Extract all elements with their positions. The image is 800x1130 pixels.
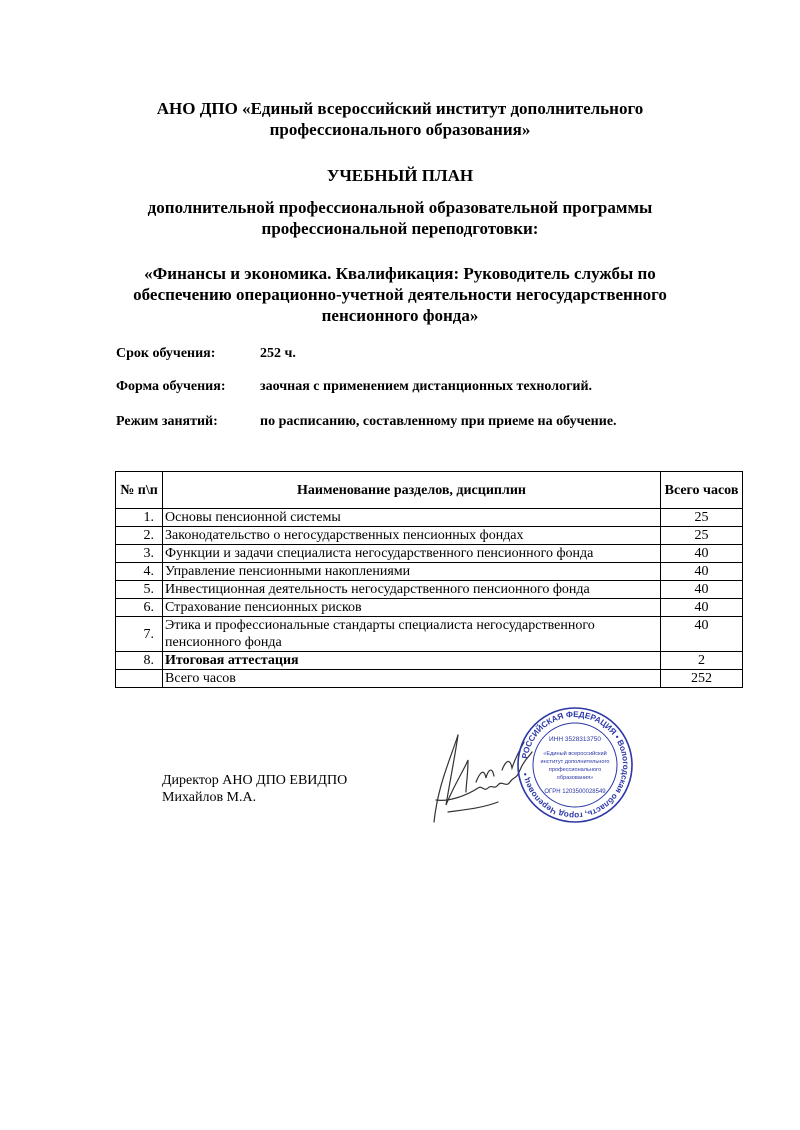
duration-label: Срок обучения: [116, 346, 216, 361]
subtitle-line: дополнительной профессиональной образовательной программы [147, 198, 653, 217]
table-row [116, 599, 743, 617]
row-number: 4. [116, 563, 163, 581]
row-name: Основы пенсионной системы [163, 509, 661, 527]
table-row [116, 509, 743, 527]
row-name: Функции и задачи специалиста негосударственного пенсионного фонда [163, 545, 661, 563]
row-hours: 40 [661, 581, 743, 599]
column-header-number: № п\п [116, 472, 163, 509]
stamp-org-line: образования» [556, 775, 594, 781]
row-number: 5. [116, 581, 163, 599]
form-value: заочная с применением дистанционных технологий. [260, 379, 593, 394]
stamp-org-line: институт дополнительного [540, 759, 610, 765]
row-hours: 25 [661, 509, 743, 527]
organization-title-line: АНО ДПО «Единый всероссийский институт дополнительного [156, 99, 644, 118]
row-name: Итоговая аттестация [163, 652, 661, 670]
table-header-row [116, 472, 743, 509]
row-number: 7. [116, 617, 163, 652]
total-value: 252 [661, 670, 743, 688]
row-hours: 2 [661, 652, 743, 670]
total-label: Всего часов [163, 670, 661, 688]
row-number: 2. [116, 527, 163, 545]
row-number: 1. [116, 509, 163, 527]
column-header-name: Наименование разделов, дисциплин [163, 472, 661, 509]
form-label: Форма обучения: [116, 379, 226, 394]
mode-value: по расписанию, составленному при приеме на обучение. [260, 414, 617, 429]
signatory-name: Михайлов М.А. [162, 790, 257, 805]
program-name-line: «Финансы и экономика. Квалификация: Руководитель службы по [144, 264, 656, 283]
program-name [0, 263, 800, 326]
duration-value: 252 ч. [260, 346, 296, 361]
row-name: Управление пенсионными накоплениями [163, 563, 661, 581]
row-number: 3. [116, 545, 163, 563]
row-name: Инвестиционная деятельность негосударственного пенсионного фонда [163, 581, 661, 599]
row-number: 8. [116, 652, 163, 670]
row-name: Страхование пенсионных рисков [163, 599, 661, 617]
document-title: УЧЕБНЫЙ ПЛАН [326, 166, 474, 185]
document-subtitle [0, 197, 800, 239]
column-header-hours: Всего часов [661, 472, 743, 509]
table-row [116, 545, 743, 563]
stamp-org-line: профессионального [548, 767, 602, 773]
row-hours: 40 [661, 545, 743, 563]
row-hours: 40 [661, 617, 743, 652]
table-row [116, 563, 743, 581]
program-name-line: обеспечению операционно-учетной деятельности негосударственного [133, 285, 667, 304]
subtitle-line: профессиональной переподготовки: [261, 219, 539, 238]
row-name: Законодательство о негосударственных пенсионных фондах [163, 527, 661, 545]
table-row [116, 617, 743, 652]
stamp-ring-text: РОССИЙСКАЯ ФЕДЕРАЦИЯ • Вологодская область, город Череповец • [520, 709, 631, 821]
organization-stamp [515, 705, 635, 825]
row-hours: 40 [661, 563, 743, 581]
program-name-line: пенсионного фонда» [321, 306, 479, 325]
table-total-row [116, 670, 743, 688]
organization-title [0, 98, 800, 140]
signatory-block [162, 772, 347, 806]
svg-text:РОССИЙСКАЯ ФЕДЕРАЦИЯ • Вологод [520, 710, 630, 820]
table-row [116, 527, 743, 545]
table-row [116, 652, 743, 670]
row-hours: 40 [661, 599, 743, 617]
total-number-cell [116, 670, 163, 688]
stamp-ogrn: ОГРН 1203500028549 [544, 789, 606, 795]
row-name: Этика и профессиональные стандарты специалиста негосударственного пенсионного фонда [163, 617, 661, 652]
stamp-org-line: «Единый всероссийский [543, 751, 607, 757]
stamp-inn: ИНН 3528313750 [548, 736, 602, 743]
curriculum-table [115, 471, 743, 688]
row-hours: 25 [661, 527, 743, 545]
organization-title-line: профессионального образования» [269, 120, 531, 139]
table-row [116, 581, 743, 599]
mode-label: Режим занятий: [116, 414, 218, 429]
signatory-position: Директор АНО ДПО ЕВИДПО [162, 773, 348, 788]
row-number: 6. [116, 599, 163, 617]
